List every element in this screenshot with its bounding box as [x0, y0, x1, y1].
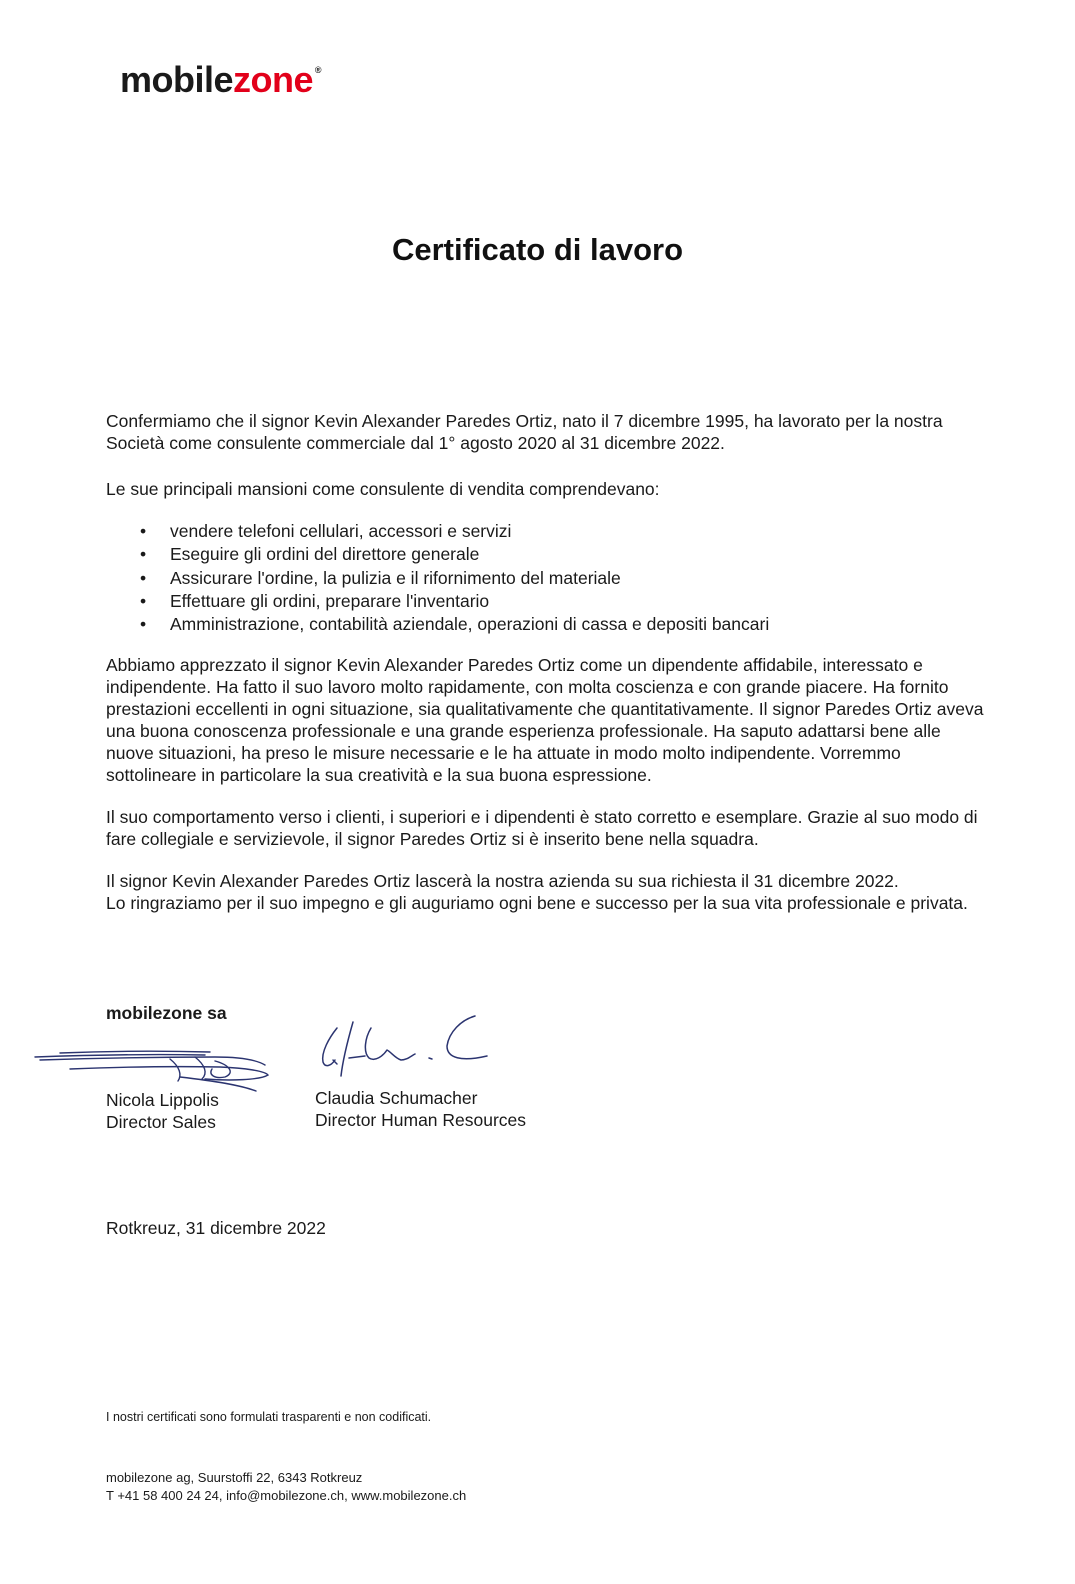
signatory-role: Director Human Resources [315, 1110, 527, 1130]
place-and-date: Rotkreuz, 31 dicembre 2022 [106, 1218, 326, 1238]
appreciation-paragraph: Abbiamo apprezzato il signor Kevin Alexander Paredes Ortiz come un dipendente affidabile, interessato e indipendente. Ha fatto il suo lavoro molto rapidamente, con molta coscienza e con grande piacere. Ha fornito prestazioni eccellenti in ogni situazione, sia qualitativamente che quantitativamente. Il signor Paredes Ortiz aveva una buona conoscenza professionale e una grande esperienza professionale. Ha saputo adattarsi bene alle nuove situazioni, ha preso le misure necessarie e le ha attuate in modo molto indipendente. Vorremmo sottolineare in particolare la sua creatività e la sua buona espressione. [106, 655, 984, 785]
bullet-icon: • [140, 544, 147, 565]
company-logo [120, 59, 322, 100]
list-item: • Eseguire gli ordini del direttore generale [106, 543, 966, 566]
signatory-name: Claudia Schumacher [315, 1088, 478, 1108]
company-name: mobilezone sa [106, 1003, 227, 1023]
duties-intro: Le sue principali mansioni come consulente di vendita comprendevano: [106, 479, 660, 499]
list-item: • Assicurare l'ordine, la pulizia e il rifornimento del materiale [106, 567, 966, 590]
disclaimer-note: I nostri certificati sono formulati trasparenti e non codificati. [106, 1410, 432, 1424]
signatory-role: Director Sales [106, 1112, 216, 1132]
document-title: Certificato di lavoro [391, 232, 684, 267]
behaviour-paragraph: Il suo comportamento verso i clienti, i superiori e i dipendenti è stato corretto e esemplare. Grazie al suo modo di fare collegiale e servizievole, il signor Paredes Ortiz si è inserito bene nella squadra. [106, 807, 978, 849]
bullet-icon: • [140, 567, 147, 588]
signatory-lippolis [106, 1089, 219, 1133]
list-item: • Effettuare gli ordini, preparare l'inventario [106, 590, 966, 613]
signatory-name: Nicola Lippolis [106, 1090, 219, 1110]
footer-contact [106, 1469, 466, 1505]
bullet-icon: • [140, 590, 147, 611]
footer-contact-line: T +41 58 400 24 24, info@mobilezone.ch, www.mobilezone.ch [106, 1488, 467, 1503]
signature-lippolis [30, 1045, 280, 1095]
logo-text-mobile: mobile [120, 59, 234, 100]
signature-schumacher [315, 1010, 515, 1085]
logo-text-zone: zone [233, 59, 314, 100]
duties-list [106, 520, 966, 636]
closing-paragraph [106, 870, 986, 914]
registered-mark: ® [314, 65, 322, 75]
intro-paragraph: Confermiamo che il signor Kevin Alexander Paredes Ortiz, nato il 7 dicembre 1995, ha lavorato per la nostra Società come consulente commerciale dal 1° agosto 2020 al 31 dicembre 2022. [106, 411, 943, 453]
closing-line-1: Il signor Kevin Alexander Paredes Ortiz lascerà la nostra azienda su sua richiesta il 31 dicembre 2022. [106, 871, 899, 891]
list-item: • vendere telefoni cellulari, accessori e servizi [106, 520, 966, 543]
footer-address: mobilezone ag, Suurstoffi 22, 6343 Rotkreuz [106, 1470, 363, 1485]
signatory-schumacher [315, 1087, 526, 1131]
closing-line-2: Lo ringraziamo per il suo impegno e gli auguriamo ogni bene e successo per la sua vita professionale e privata. [106, 893, 968, 913]
bullet-icon: • [140, 614, 147, 635]
list-item: • Amministrazione, contabilità aziendale, operazioni di cassa e depositi bancari [106, 613, 966, 636]
bullet-icon: • [140, 521, 147, 541]
